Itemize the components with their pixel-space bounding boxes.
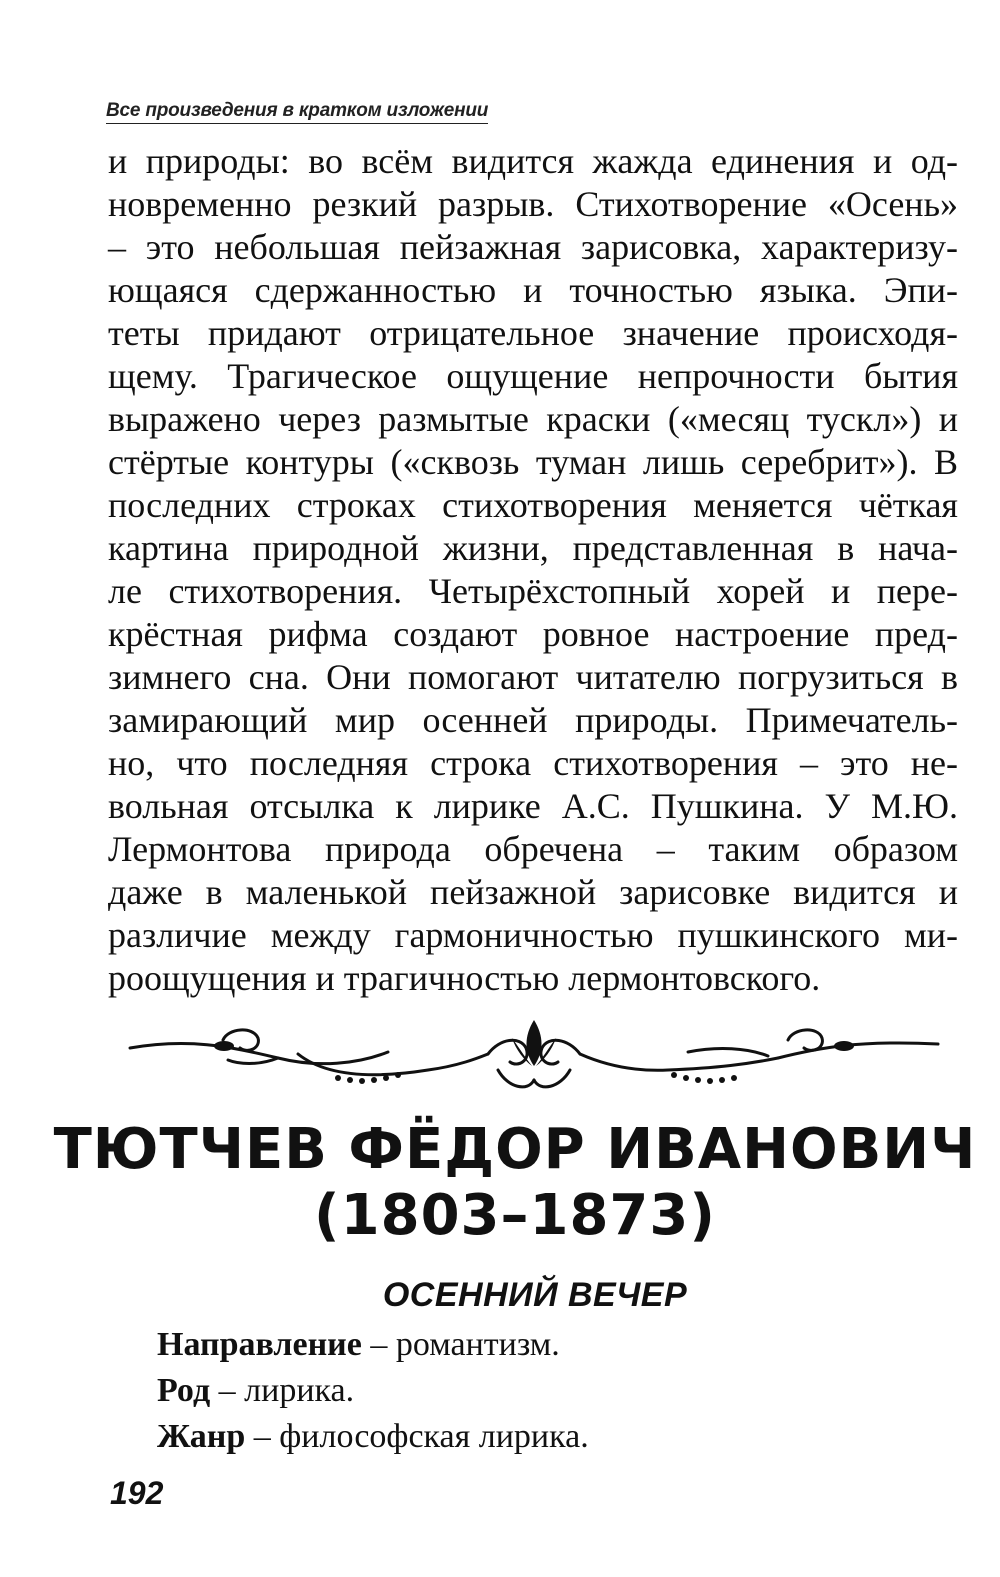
body-line: ле стихотворения. Четырёхстопный хорей и пере-: [108, 571, 958, 611]
body-line: роощущения и трагичностью лермонтовского.: [108, 958, 821, 998]
body-line: последних строках стихотворения меняется чёткая: [108, 485, 958, 525]
chapter-title: [0, 1117, 1000, 1249]
info-value: – философская лирика.: [245, 1418, 589, 1455]
poem-title: ОСЕННИЙ ВЕЧЕР: [382, 1276, 688, 1314]
page-number: 192: [110, 1475, 164, 1511]
body-line: вольная отсылка к лирике А.С. Пушкина. У М.Ю.: [108, 786, 958, 826]
info-row-direction: [157, 1322, 589, 1368]
body-line: стёртые контуры («сквозь туман лишь серебрит»). В: [108, 442, 958, 482]
body-line: крёстная рифма создают ровное настроение пред-: [108, 614, 958, 654]
body-line: ющаяся сдержанностью и точностью языка. Эпи-: [108, 270, 958, 310]
info-value: – лирика.: [210, 1372, 355, 1409]
info-label: Направление: [157, 1326, 362, 1363]
poem-info: [157, 1322, 589, 1460]
body-line: Лермонтова природа обречена – таким образом: [108, 829, 958, 869]
running-head: Все произведения в кратком изложении: [106, 100, 488, 124]
body-text: [108, 140, 958, 1000]
info-row-kind: [157, 1368, 589, 1414]
body-line: выражено через размытые краски («месяц тускл») и: [108, 399, 958, 439]
body-line: – это небольшая пейзажная зарисовка, характеризу-: [108, 227, 958, 267]
body-line: и природы: во всём видится жажда единения и од-: [108, 141, 958, 181]
body-line: даже в маленькой пейзажной зарисовке видится и: [108, 872, 958, 912]
decorative-divider-ornament: [128, 1018, 940, 1098]
info-label: Жанр: [157, 1418, 246, 1455]
chapter-author-name: ТЮТЧЕВ ФЁДОР ИВАНОВИЧ: [53, 1117, 977, 1182]
info-label: Род: [157, 1372, 211, 1409]
chapter-author-years: (1803–1873): [314, 1183, 716, 1248]
body-line: щему. Трагическое ощущение непрочности бытия: [108, 356, 958, 396]
body-line: замирающий мир осенней природы. Примечатель-: [108, 700, 958, 740]
info-value: – романтизм.: [361, 1326, 560, 1363]
body-line: теты придают отрицательное значение происходя-: [108, 313, 958, 353]
body-line: картина природной жизни, представленная в нача-: [108, 528, 958, 568]
body-line: новременно резкий разрыв. Стихотворение «Осень»: [108, 184, 958, 224]
body-line: но, что последняя строка стихотворения – это не-: [108, 743, 958, 783]
body-line: различие между гармоничностью пушкинского ми-: [108, 915, 958, 955]
body-line: зимнего сна. Они помогают читателю погрузиться в: [108, 657, 958, 697]
info-row-genre: [157, 1414, 589, 1460]
